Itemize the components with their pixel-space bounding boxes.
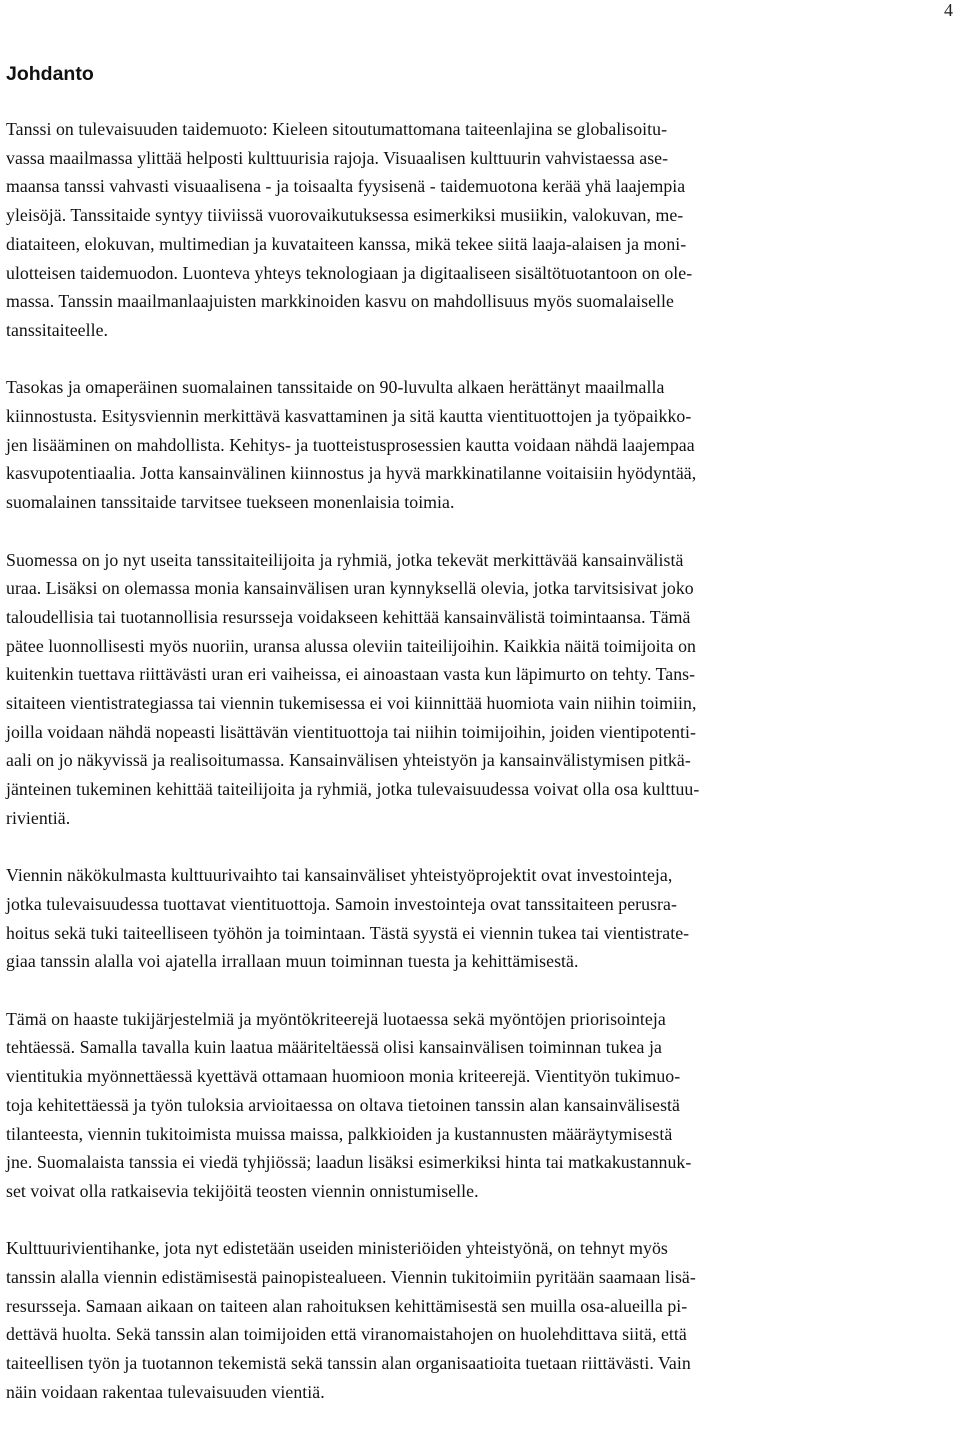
text-line: Tasokas ja omaperäinen suomalainen tanssitaide on 90-luvulta alkaen herättänyt maailmalla bbox=[6, 377, 665, 398]
text-line: toja kehitettäessä ja työn tuloksia arvioitaessa on oltava tietoinen tanssin alan kansainvälisestä bbox=[6, 1094, 680, 1115]
text-line: giaa tanssin alalla voi ajatella irrallaan muun toiminnan tuesta ja kehittämisestä. bbox=[6, 951, 579, 972]
text-line: jänteinen tukeminen kehittää taiteilijoita ja ryhmiä, jotka tulevaisuudessa voivat olla osa kulttuu- bbox=[6, 779, 700, 800]
text-line: tanssin alalla viennin edistämisestä painopistealueen. Viennin tukitoimiin pyritään saamaan lisä- bbox=[6, 1267, 696, 1288]
text-line: tanssitaiteelle. bbox=[6, 319, 109, 340]
text-line: tilanteesta, viennin tukitoimista muissa maissa, palkkioiden ja kustannusten määräytymisestä bbox=[6, 1123, 673, 1144]
text-line: taiteellisen työn ja tuotannon tekemistä sekä tanssin alan organisaatioita tuetaan riittävästi. Vain bbox=[6, 1353, 691, 1374]
paragraph-6 bbox=[6, 1234, 948, 1406]
text-line: kuitenkin tuettava riittävästi uran eri vaiheissa, ei ainoastaan vasta kun läpimurto on tehty. Tans- bbox=[6, 664, 696, 685]
text-line: hoitus sekä tuki taiteelliseen työhön ja toimintaan. Tästä syystä ei viennin tukea tai vientistrate- bbox=[6, 922, 690, 943]
text-line: Viennin näkökulmasta kulttuurivaihto tai kansainväliset yhteistyöprojektit ovat investointeja, bbox=[6, 865, 673, 886]
text-line: joilla voidaan nähdä nopeasti lisättävän vientituottoja tai niihin toimijoihin, joiden vientipotenti- bbox=[6, 721, 696, 742]
section-heading: Johdanto bbox=[6, 63, 94, 85]
text-line: vientitukia myönnettäessä kyettävä ottamaan huomioon monia kriteerejä. Vientityön tukimuo- bbox=[6, 1066, 681, 1087]
paragraph-4 bbox=[6, 861, 948, 976]
text-line: näin voidaan rakentaa tulevaisuuden vientiä. bbox=[6, 1381, 325, 1402]
text-line: resursseja. Samaan aikaan on taiteen alan rahoituksen kehittämisestä sen muilla osa-alueilla pi- bbox=[6, 1295, 688, 1316]
paragraph-3 bbox=[6, 546, 948, 833]
text-line: taloudellisia tai tuotannollisia resursseja voidakseen kehittää kansainvälistä toimintaansa. Tämä bbox=[6, 606, 691, 627]
text-line: uraa. Lisäksi on olemassa monia kansainvälisen uran kynnyksellä olevia, jotka tarvitsisivat joko bbox=[6, 578, 694, 599]
text-line: dettävä huolta. Sekä tanssin alan toimijoiden että viranomaistahojen on huolehdittava siitä, että bbox=[6, 1324, 687, 1345]
text-line: massa. Tanssin maailmanlaajuisten markkinoiden kasvu on mahdollisuus myös suomalaiselle bbox=[6, 291, 674, 312]
paragraph-2 bbox=[6, 373, 948, 517]
paragraphs-container bbox=[6, 115, 948, 1407]
text-line: diataiteen, elokuvan, multimedian ja kuvataiteen kanssa, mikä tekee siitä laaja-alaisen ja moni- bbox=[6, 233, 687, 254]
text-line: rivientiä. bbox=[6, 807, 71, 828]
text-line: Suomessa on jo nyt useita tanssitaiteilijoita ja ryhmiä, jotka tekevät merkittävää kansainvälistä bbox=[6, 549, 684, 570]
text-line: suomalainen tanssitaide tarvitsee tuekseen monenlaisia toimia. bbox=[6, 492, 455, 513]
text-line: kiinnostusta. Esitysviennin merkittävä kasvattaminen ja sitä kautta vientituottojen ja työpaikko- bbox=[6, 406, 692, 427]
paragraph-1 bbox=[6, 115, 948, 345]
text-line: vassa maailmassa ylittää helposti kulttuurisia rajoja. Visuaalisen kulttuurin vahvistaessa ase- bbox=[6, 147, 669, 168]
text-line: jotka tulevaisuudessa tuottavat vientituottoja. Samoin investointeja ovat tanssitaiteen perusra- bbox=[6, 893, 677, 914]
page-number: 4 bbox=[944, 0, 953, 20]
text-line: jen lisääminen on mahdollista. Kehitys- ja tuotteistusprosessien kautta voidaan nähdä laajempaa bbox=[6, 434, 695, 455]
text-line: Tanssi on tulevaisuuden taidemuoto: Kieleen sitoutumattomana taiteenlajina se globalisoitu- bbox=[6, 119, 668, 139]
paragraph-5 bbox=[6, 1005, 948, 1206]
text-line: jne. Suomalaista tanssia ei viedä tyhjiössä; laadun lisäksi esimerkiksi hinta tai matkakustannuk- bbox=[6, 1152, 692, 1173]
text-line: aali on jo näkyvissä ja realisoitumassa. Kansainvälisen yhteistyön ja kansainvälistymisen pitkä- bbox=[6, 750, 691, 771]
text-line: kasvupotentiaalia. Jotta kansainvälinen kiinnostus ja hyvä markkinatilanne voitaisiin hyödyntää, bbox=[6, 463, 697, 484]
text-line: tehtäessä. Samalla tavalla kuin laatua määriteltäessä olisi kansainvälisen toiminnan tukea ja bbox=[6, 1037, 662, 1058]
text-line: pätee luonnollisesti myös nuoriin, uransa alussa oleviin taiteilijoihin. Kaikkia näitä toimijoita on bbox=[6, 635, 696, 656]
text-line: Kulttuurivientihanke, jota nyt edistetään useiden ministeriöiden yhteistyönä, on tehnyt myös bbox=[6, 1238, 668, 1259]
document-body bbox=[6, 60, 948, 1435]
text-line: maansa tanssi vahvasti visuaalisena - ja toisaalta fyysisenä - taidemuotona kerää yhä laajempia bbox=[6, 176, 686, 197]
text-line: set voivat olla ratkaisevia tekijöitä teosten viennin onnistumiselle. bbox=[6, 1180, 479, 1201]
text-line: ulotteisen taidemuodon. Luonteva yhteys teknologiaan ja digitaaliseen sisältötuotantoon on ole- bbox=[6, 262, 693, 283]
text-line: sitaiteen vientistrategiassa tai viennin tukemisessa ei voi kiinnittää huomiota vain niihin toimiin, bbox=[6, 693, 697, 714]
text-line: yleisöjä. Tanssitaide syntyy tiiviissä vuorovaikutuksessa esimerkiksi musiikin, valokuvan, me- bbox=[6, 205, 684, 226]
text-line: Tämä on haaste tukijärjestelmiä ja myöntökriteerejä luotaessa sekä myöntöjen priorisointeja bbox=[6, 1008, 666, 1029]
